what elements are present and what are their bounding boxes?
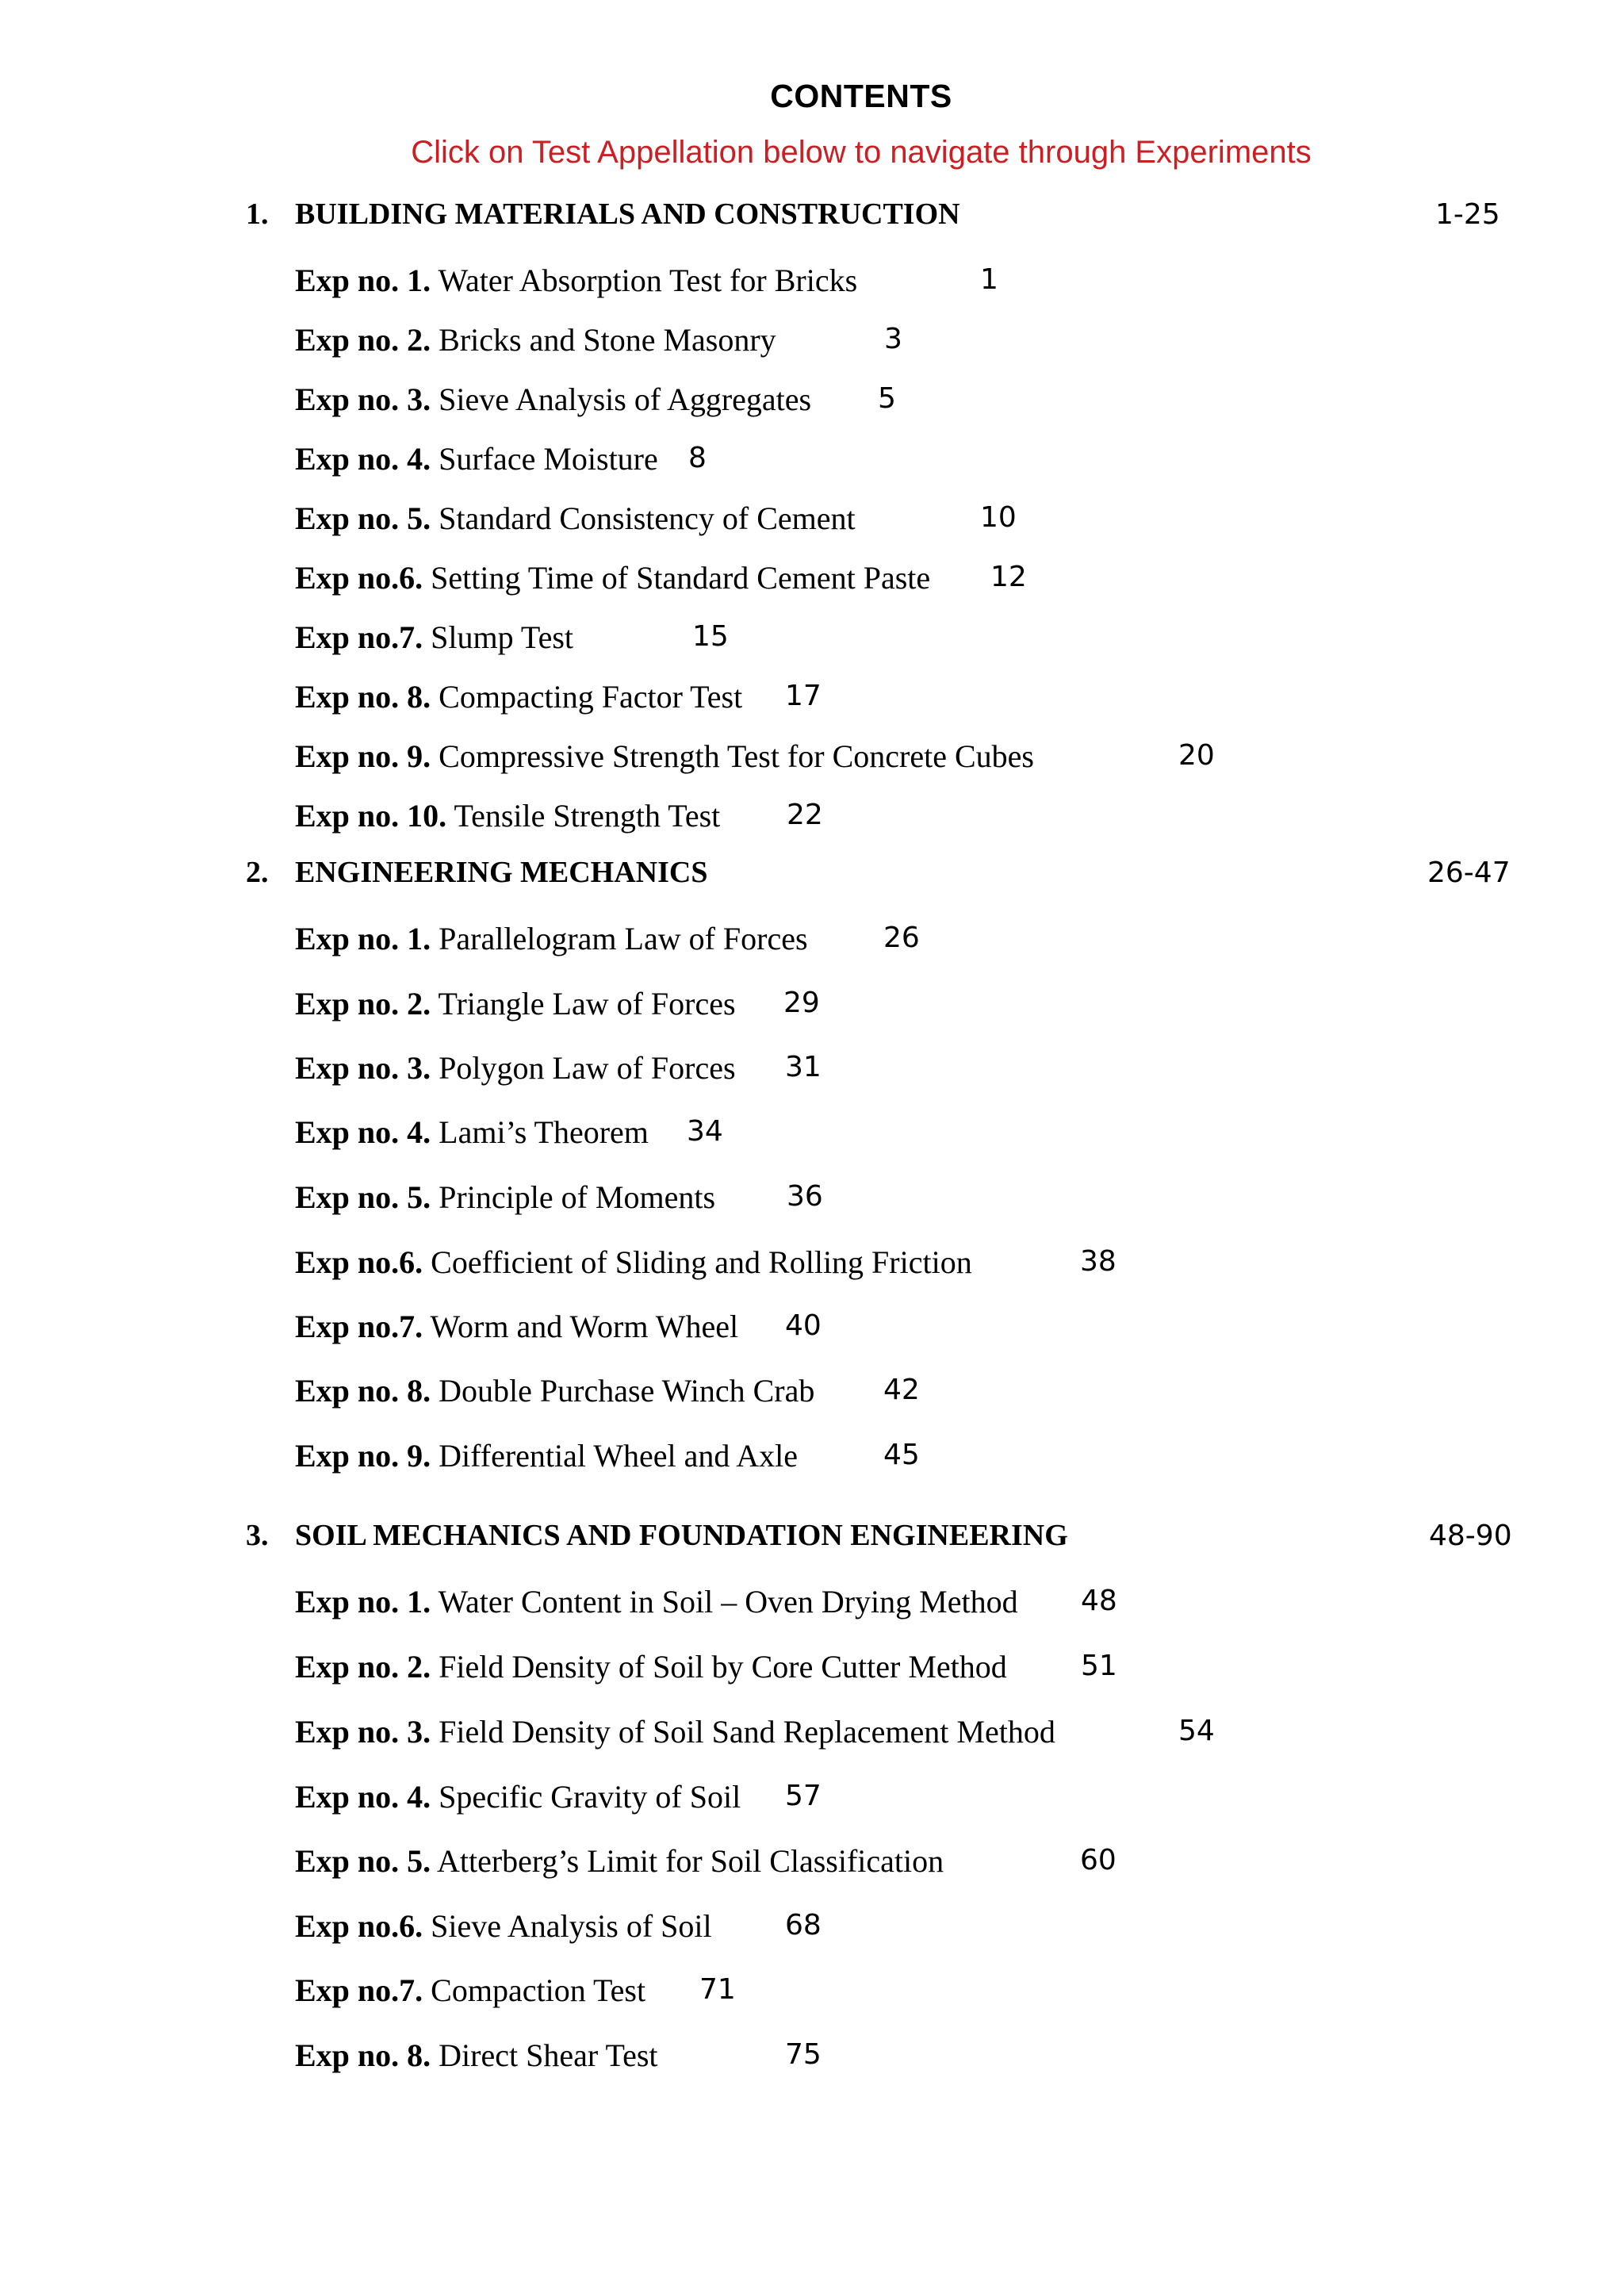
experiment-title: Field Density of Soil by Core Cutter Method (439, 1649, 1007, 1685)
experiment-page-number: 57 (785, 1780, 822, 1812)
section-page-range: 48-90 (1429, 1520, 1512, 1552)
experiment-page-number: 20 (1178, 739, 1215, 772)
section-page-range: 26-47 (1427, 857, 1511, 889)
experiment-link[interactable] (295, 1842, 944, 1887)
experiment-link[interactable] (295, 1179, 715, 1223)
experiment-number: Exp no. 3. (295, 1050, 431, 1086)
experiment-link[interactable] (295, 985, 736, 1029)
experiment-page-number: 26 (883, 922, 920, 954)
experiment-title: Setting Time of Standard Cement Paste (431, 560, 931, 596)
experiment-number: Exp no. 5. (295, 500, 431, 536)
experiment-link[interactable] (295, 440, 658, 485)
section-heading (0, 855, 1624, 903)
experiment-page-number: 3 (884, 323, 902, 355)
experiment-page-number: 34 (687, 1115, 723, 1148)
experiment-title: Compaction Test (431, 1972, 646, 2008)
experiment-title: Tensile Strength Test (454, 798, 721, 834)
experiment-title: Compressive Strength Test for Concrete Cubes (439, 738, 1034, 774)
experiment-number: Exp no.6. (295, 1244, 423, 1280)
experiment-link[interactable] (295, 500, 856, 544)
experiment-link[interactable] (295, 1372, 814, 1416)
experiment-title: Bricks and Stone Masonry (439, 322, 776, 358)
experiment-title: Compacting Factor Test (439, 679, 743, 715)
experiment-link[interactable] (295, 797, 720, 841)
experiment-page-number: 36 (787, 1180, 823, 1213)
experiment-link[interactable] (295, 559, 930, 604)
experiment-number: Exp no. 4. (295, 1114, 431, 1150)
experiment-number: Exp no.6. (295, 560, 423, 596)
experiment-number: Exp no. 2. (295, 1649, 431, 1685)
experiment-page-number: 40 (785, 1309, 822, 1342)
section-heading (0, 1518, 1624, 1566)
experiment-link[interactable] (295, 920, 808, 964)
section-number: 2. (246, 856, 269, 889)
experiment-title: Surface Moisture (439, 441, 658, 477)
experiment-title: Double Purchase Winch Crab (439, 1373, 815, 1409)
experiment-number: Exp no. 1. (295, 1584, 431, 1619)
experiment-link[interactable] (295, 1049, 736, 1094)
experiment-link[interactable] (295, 1308, 738, 1352)
experiment-link[interactable] (295, 1114, 649, 1158)
experiment-page-number: 5 (878, 382, 896, 415)
experiment-number: Exp no. 3. (295, 1714, 431, 1750)
experiment-link[interactable] (295, 738, 1034, 782)
experiment-number: Exp no. 2. (295, 986, 431, 1022)
experiment-number: Exp no. 1. (295, 263, 431, 298)
experiment-page-number: 54 (1178, 1715, 1215, 1747)
experiment-number: Exp no.7. (295, 1309, 423, 1344)
experiment-number: Exp no. 5. (295, 1179, 431, 1215)
experiment-title: Coefficient of Sliding and Rolling Friction (431, 1244, 972, 1280)
experiment-title: Lami’s Theorem (439, 1114, 649, 1150)
experiment-page-number: 68 (785, 1909, 822, 1941)
page-title: CONTENTS (770, 78, 952, 114)
experiment-number: Exp no. 3. (295, 381, 431, 417)
experiment-title: Sieve Analysis of Soil (431, 1908, 712, 1944)
experiment-title: Atterberg’s Limit for Soil Classification (436, 1843, 944, 1879)
experiment-link[interactable] (295, 1972, 645, 2016)
experiment-page-number: 1 (980, 263, 998, 296)
experiment-title: Worm and Worm Wheel (430, 1309, 739, 1344)
experiment-page-number: 12 (990, 561, 1027, 593)
experiment-number: Exp no. 9. (295, 1438, 431, 1474)
experiment-page-number: 42 (883, 1374, 920, 1406)
experiment-page-number: 15 (692, 620, 729, 653)
experiment-page-number: 48 (1081, 1585, 1117, 1617)
section-title-link[interactable]: ENGINEERING MECHANICS (295, 856, 708, 889)
experiment-page-number: 71 (699, 1973, 736, 2006)
experiment-page-number: 31 (785, 1051, 822, 1083)
experiment-link[interactable] (295, 381, 811, 425)
experiment-number: Exp no. 1. (295, 921, 431, 956)
experiment-number: Exp no. 5. (295, 1843, 431, 1879)
experiment-title: Parallelogram Law of Forces (439, 921, 808, 956)
experiment-page-number: 29 (783, 987, 820, 1019)
experiment-title: Principle of Moments (439, 1179, 716, 1215)
experiment-number: Exp no.7. (295, 1972, 423, 2008)
experiment-title: Triangle Law of Forces (438, 986, 736, 1022)
experiment-page-number: 51 (1081, 1650, 1117, 1682)
experiment-title: Standard Consistency of Cement (439, 500, 856, 536)
experiment-title: Water Content in Soil – Oven Drying Method (438, 1584, 1018, 1619)
navigation-hint: Click on Test Appellation below to navigate through Experiments (411, 135, 1312, 170)
experiment-page-number: 38 (1080, 1245, 1116, 1278)
experiment-number: Exp no. 8. (295, 679, 431, 715)
experiment-number: Exp no. 8. (295, 2037, 431, 2073)
experiment-page-number: 10 (980, 501, 1017, 534)
experiment-title: Specific Gravity of Soil (439, 1779, 741, 1815)
section-number: 3. (246, 1519, 269, 1552)
experiment-page-number: 17 (785, 680, 822, 712)
section-title-link[interactable]: SOIL MECHANICS AND FOUNDATION ENGINEERING (295, 1519, 1068, 1552)
experiment-number: Exp no. 9. (295, 738, 431, 774)
experiment-link[interactable] (295, 1778, 741, 1823)
experiment-title: Direct Shear Test (439, 2037, 658, 2073)
experiment-number: Exp no.7. (295, 619, 423, 655)
experiment-link[interactable] (295, 619, 573, 663)
experiment-title: Sieve Analysis of Aggregates (439, 381, 812, 417)
experiment-link[interactable] (295, 1244, 972, 1288)
experiment-page-number: 8 (688, 442, 707, 474)
experiment-title: Water Absorption Test for Bricks (438, 263, 858, 298)
experiment-link[interactable] (295, 1713, 1055, 1757)
experiment-number: Exp no. 10. (295, 798, 447, 834)
experiment-number: Exp no. 2. (295, 322, 431, 358)
experiment-page-number: 22 (787, 799, 823, 831)
experiment-page-number: 45 (883, 1439, 920, 1471)
section-page-range: 1-25 (1435, 198, 1500, 231)
experiment-link[interactable] (295, 2037, 658, 2081)
experiment-link[interactable] (295, 1648, 1007, 1692)
experiment-link[interactable] (295, 262, 857, 306)
section-heading (0, 197, 1624, 244)
experiment-link[interactable] (295, 1907, 712, 1952)
experiment-title: Field Density of Soil Sand Replacement Method (439, 1714, 1055, 1750)
experiment-page-number: 75 (785, 2038, 822, 2071)
experiment-title: Slump Test (431, 619, 573, 655)
experiment-number: Exp no. 8. (295, 1373, 431, 1409)
experiment-page-number: 60 (1080, 1844, 1116, 1876)
experiment-link[interactable] (295, 1437, 798, 1481)
experiment-link[interactable] (295, 321, 776, 366)
experiment-number: Exp no. 4. (295, 1779, 431, 1815)
experiment-number: Exp no.6. (295, 1908, 423, 1944)
experiment-link[interactable] (295, 678, 742, 723)
experiment-number: Exp no. 4. (295, 441, 431, 477)
experiment-title: Differential Wheel and Axle (439, 1438, 798, 1474)
section-title-link[interactable]: BUILDING MATERIALS AND CONSTRUCTION (295, 197, 960, 231)
experiment-title: Polygon Law of Forces (439, 1050, 736, 1086)
experiment-link[interactable] (295, 1583, 1018, 1627)
section-number: 1. (246, 197, 269, 231)
